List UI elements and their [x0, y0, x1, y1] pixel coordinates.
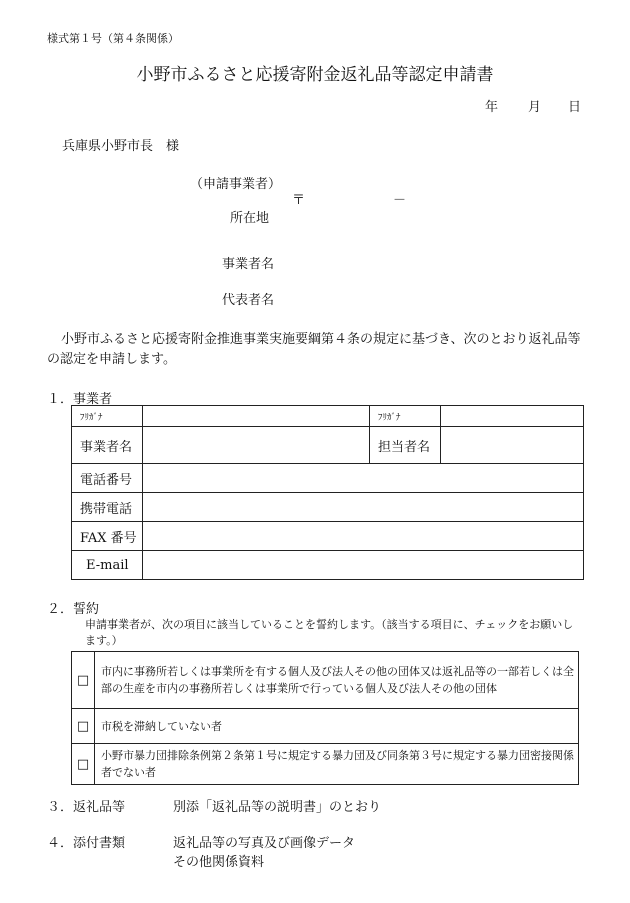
attachment-item: 返礼品等の写真及び画像データ: [173, 836, 356, 851]
date-month-label: 月: [528, 100, 542, 115]
business-info-table: [71, 405, 584, 580]
representative-label: 代表者名: [222, 293, 275, 308]
contact-person-field[interactable]: [441, 427, 584, 464]
furigana-label: ﾌﾘｶﾞﾅ: [72, 406, 143, 427]
fax-label: FAX 番号: [72, 522, 143, 551]
applicant-heading: （申請事業者）: [190, 177, 282, 192]
section3-heading: ３．返礼品等: [47, 800, 126, 815]
email-label: E-mail: [72, 551, 143, 580]
phone-field[interactable]: [143, 464, 584, 493]
attachment-item: その他関係資料: [173, 855, 265, 870]
contact-person-label: 担当者名: [370, 427, 441, 464]
contact-person-furigana-field[interactable]: [441, 406, 584, 427]
section4-heading: ４．添付書類: [47, 836, 126, 851]
business-name-row-label: 事業者名: [72, 427, 143, 464]
business-name-field[interactable]: [143, 427, 370, 464]
pledge-checkbox-1[interactable]: □: [72, 652, 95, 709]
pledge-checkbox-3[interactable]: □: [72, 744, 95, 785]
addressee: 兵庫県小野市長 様: [62, 139, 180, 154]
intro-paragraph: 小野市ふるさと応援寄附金推進事業実施要綱第４条の規定に基づき、次のとおり返礼品等の認定を申請します。: [47, 332, 581, 367]
business-name-label: 事業者名: [222, 257, 275, 272]
business-name-furigana-field[interactable]: [143, 406, 370, 427]
pledge-item-1: 市内に事務所若しくは事業所を有する個人及び法人その他の団体又は返礼品等の一部若しくは全部の生産を市内の事務所若しくは事業所で行っている個人及び法人その他の団体: [95, 652, 579, 709]
postal-dash: －: [393, 193, 407, 208]
date-day-label: 日: [568, 100, 582, 115]
phone-label: 電話番号: [72, 464, 143, 493]
pledge-instruction: 申請事業者が、次の項目に該当していることを誓約します。（該当する項目に、チェックをお願いします。）: [85, 618, 574, 647]
email-field[interactable]: [143, 551, 584, 580]
fax-field[interactable]: [143, 522, 584, 551]
furigana-label: ﾌﾘｶﾞﾅ: [370, 406, 441, 427]
form-number: 様式第１号（第４条関係）: [47, 32, 179, 45]
address-label: 所在地: [230, 211, 270, 226]
postal-mark: 〒: [292, 193, 306, 208]
section3-content: 別添「返礼品等の説明書」のとおり: [173, 800, 382, 815]
date-year-label: 年: [485, 100, 499, 115]
mobile-field[interactable]: [143, 493, 584, 522]
pledge-table: [71, 651, 579, 785]
section1-heading: １．事業者: [47, 392, 113, 407]
pledge-item-3: 小野市暴力団排除条例第２条第１号に規定する暴力団及び同条第３号に規定する暴力団密接関係者でない者: [95, 744, 579, 785]
pledge-item-2: 市税を滞納していない者: [95, 709, 579, 744]
section2-heading: ２．誓約: [47, 602, 100, 617]
mobile-label: 携帯電話: [72, 493, 143, 522]
pledge-checkbox-2[interactable]: □: [72, 709, 95, 744]
document-title: 小野市ふるさと応援寄附金返礼品等認定申請書: [136, 65, 494, 85]
